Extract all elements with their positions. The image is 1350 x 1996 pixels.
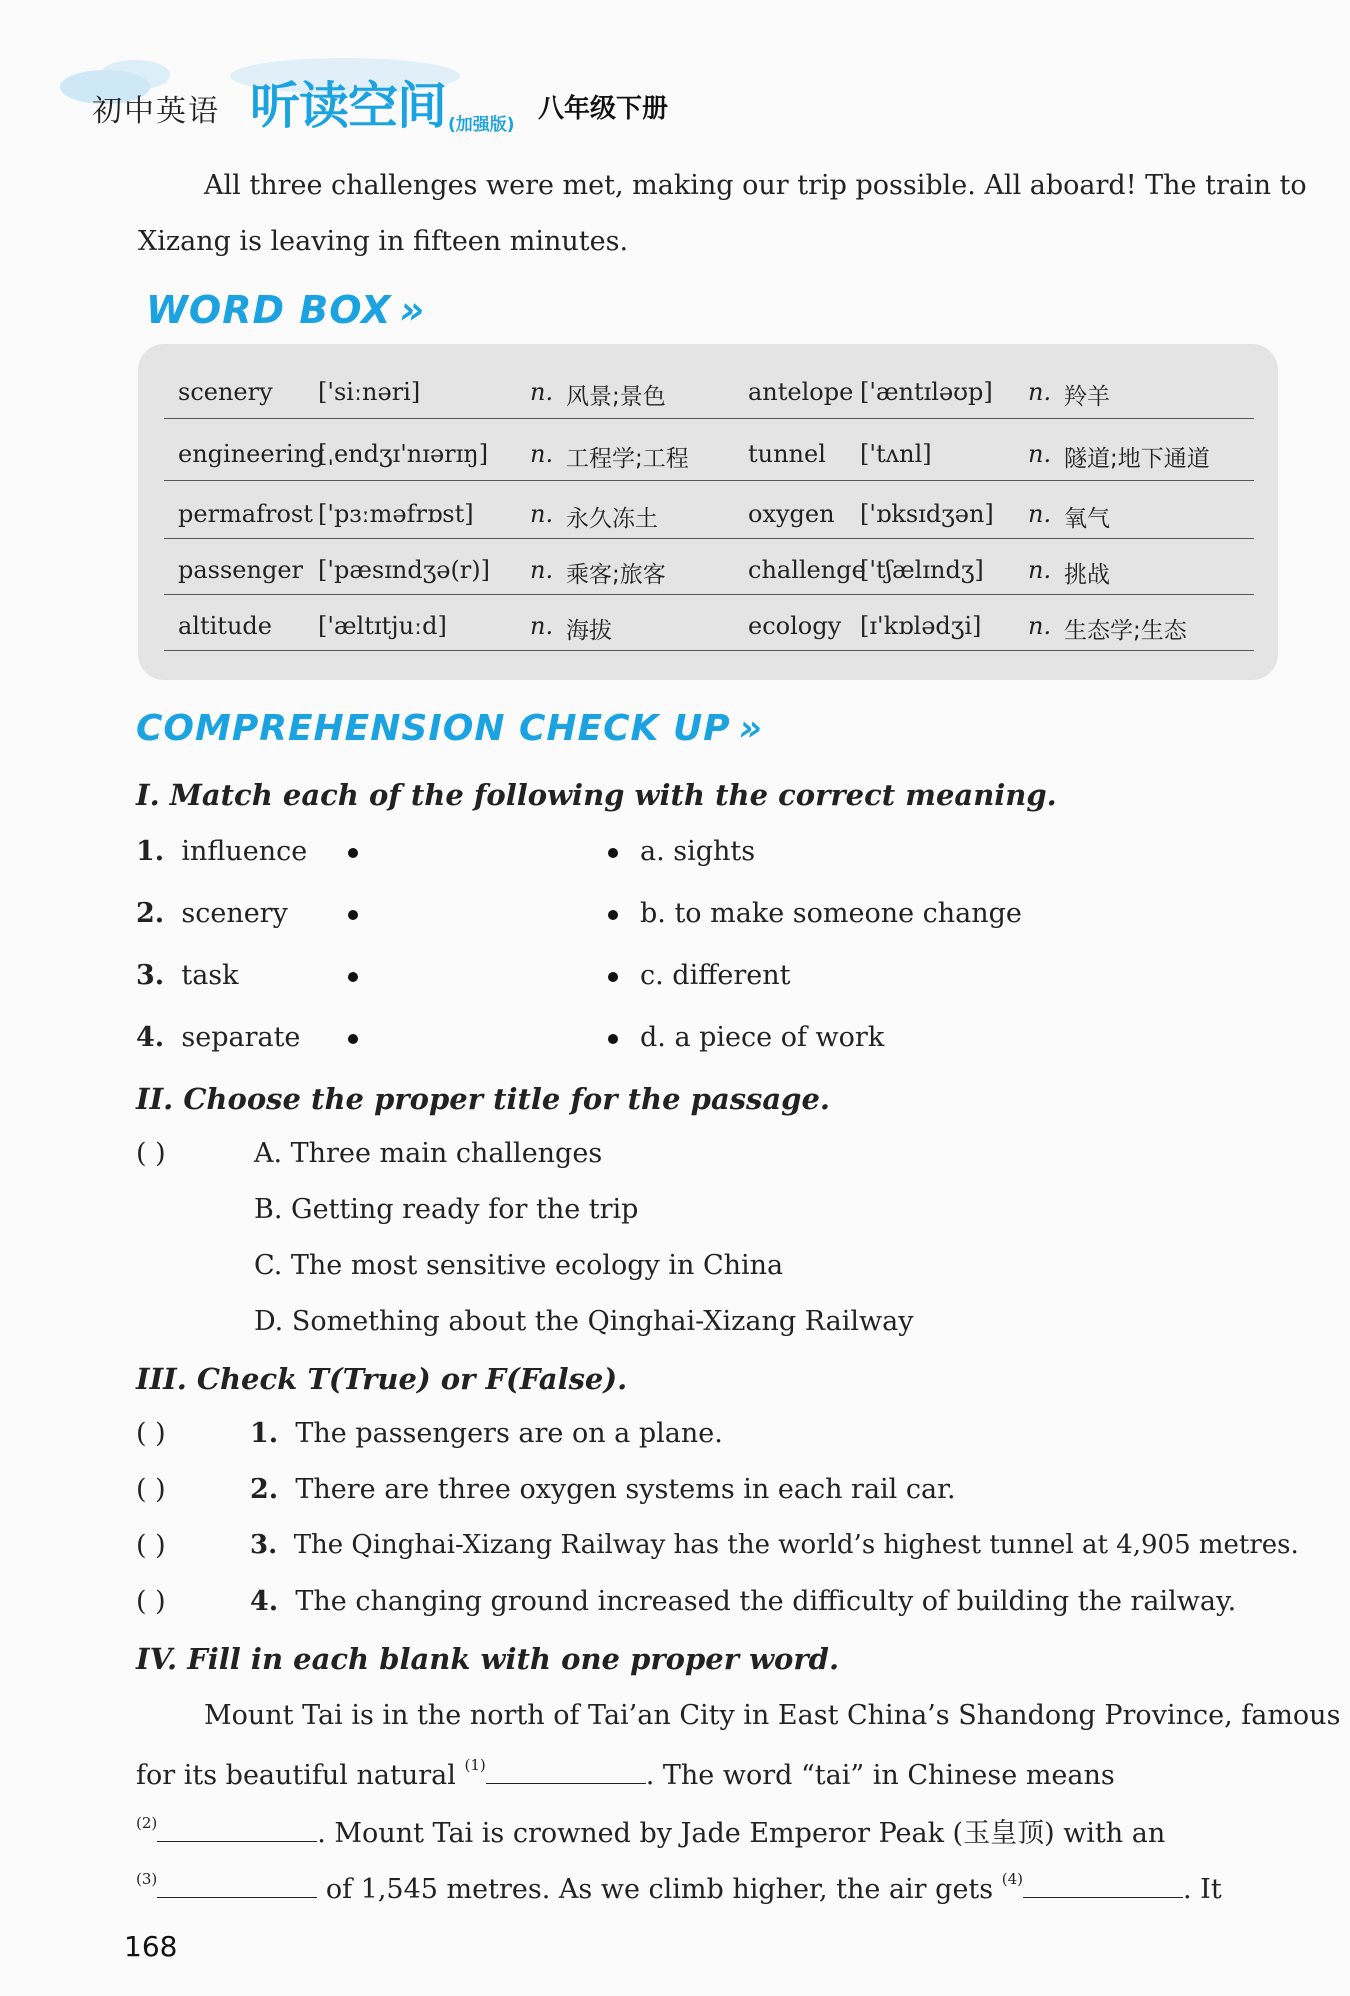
phonetic: ['ɒksɪdʒən] bbox=[860, 500, 994, 528]
passage-line-1: Mount Tai is in the north of Tai’an City in East China’s Shandong Province, famous bbox=[204, 1700, 1341, 1731]
meaning: 氧气 bbox=[1064, 506, 1110, 532]
word: ecology bbox=[748, 612, 842, 640]
match-dot[interactable] bbox=[608, 1034, 618, 1044]
page-number: 168 bbox=[124, 1930, 178, 1963]
item-number: 2. bbox=[136, 898, 165, 929]
item-number: 4. bbox=[250, 1586, 279, 1617]
passage-text: for its beautiful natural bbox=[136, 1760, 456, 1791]
word-row bbox=[138, 360, 1278, 416]
phonetic: [ɪ'kɒlədʒi] bbox=[860, 612, 982, 640]
edition-label: (加强版) bbox=[448, 115, 515, 135]
word: antelope bbox=[748, 378, 854, 406]
passage-line-2 bbox=[136, 1758, 1115, 1789]
comprehension-title-text: COMPREHENSION CHECK UP bbox=[136, 708, 731, 749]
answer-paren[interactable]: ( ) bbox=[136, 1586, 166, 1617]
meaning: 风景;景色 bbox=[566, 384, 666, 410]
word: challenge bbox=[748, 556, 866, 584]
item-text: The Qinghai-Xizang Railway has the world’s highest tunnel at 4,905 metres. bbox=[293, 1530, 1299, 1560]
word: altitude bbox=[178, 612, 272, 640]
item-text: task bbox=[181, 960, 239, 991]
match-dot[interactable] bbox=[608, 848, 618, 858]
tf-item bbox=[250, 1532, 1299, 1558]
match-item-left bbox=[136, 962, 239, 989]
answer-paren[interactable]: ( ) bbox=[136, 1530, 166, 1561]
match-item-right: c. different bbox=[640, 960, 791, 991]
word-row bbox=[138, 594, 1278, 650]
part-4-heading: IV. Fill in each blank with one proper word. bbox=[136, 1642, 840, 1676]
phonetic: ['siːnəri] bbox=[318, 378, 421, 406]
row-divider bbox=[164, 418, 1254, 419]
passage-line-4 bbox=[136, 1872, 1222, 1903]
phonetic: ['tʌnl] bbox=[860, 440, 932, 468]
meaning: 乘客;旅客 bbox=[566, 562, 666, 588]
word-row bbox=[138, 538, 1278, 594]
part-3-heading: III. Check T(True) or F(False). bbox=[136, 1362, 628, 1396]
meaning: 生态学;生态 bbox=[1064, 618, 1187, 644]
part-2-heading: II. Choose the proper title for the passage. bbox=[136, 1082, 831, 1116]
option-d: D. Something about the Qinghai-Xizang Railway bbox=[254, 1306, 914, 1337]
part-of-speech: n. bbox=[1028, 612, 1052, 640]
intro-line-1: All three challenges were met, making our trip possible. All aboard! The train to bbox=[204, 170, 1307, 201]
answer-paren[interactable]: ( ) bbox=[136, 1474, 166, 1505]
meaning: 羚羊 bbox=[1064, 384, 1110, 410]
tf-item bbox=[250, 1420, 723, 1447]
page-header bbox=[60, 52, 860, 142]
blank-2[interactable] bbox=[157, 1817, 317, 1842]
grade-label: 八年级下册 bbox=[538, 94, 669, 124]
item-text: separate bbox=[181, 1022, 301, 1053]
match-item-right: a. sights bbox=[640, 836, 756, 867]
passage-text: . Mount Tai is crowned by Jade Emperor Peak (玉皇顶) with an bbox=[317, 1818, 1166, 1849]
brand-logo: 听读空间 bbox=[250, 77, 446, 135]
item-number: 4. bbox=[136, 1022, 165, 1053]
match-dot[interactable] bbox=[348, 910, 358, 920]
meaning: 永久冻土 bbox=[566, 506, 658, 532]
phonetic: ['pɜːməfrɒst] bbox=[318, 500, 474, 528]
blank-4[interactable] bbox=[1023, 1873, 1183, 1898]
match-dot[interactable] bbox=[348, 848, 358, 858]
meaning: 隧道;地下通道 bbox=[1064, 446, 1210, 472]
item-number: 1. bbox=[136, 836, 165, 867]
match-dot[interactable] bbox=[348, 972, 358, 982]
option-a: A. Three main challenges bbox=[254, 1138, 603, 1169]
intro-line-2: Xizang is leaving in fifteen minutes. bbox=[138, 226, 629, 257]
match-item-left bbox=[136, 838, 307, 865]
match-item-left bbox=[136, 1024, 300, 1051]
row-divider bbox=[164, 650, 1254, 651]
double-chevron-icon: » bbox=[738, 708, 763, 749]
word-row bbox=[138, 482, 1278, 538]
part-1-heading: I. Match each of the following with the correct meaning. bbox=[136, 778, 1057, 812]
book-title: 初中英语 bbox=[92, 94, 220, 129]
word-box-title-text: WORD BOX bbox=[146, 288, 392, 332]
part-of-speech: n. bbox=[530, 556, 554, 584]
item-text: influence bbox=[181, 836, 308, 867]
match-dot[interactable] bbox=[608, 910, 618, 920]
phonetic: ['æntɪləʊp] bbox=[860, 378, 993, 406]
part-of-speech: n. bbox=[1028, 440, 1052, 468]
item-text: scenery bbox=[181, 898, 288, 929]
item-number: 3. bbox=[250, 1530, 278, 1560]
phonetic: [ˌendʒɪ'nɪərɪŋ] bbox=[318, 440, 489, 468]
blank-number: (1) bbox=[464, 1756, 486, 1774]
item-text: There are three oxygen systems in each rail car. bbox=[295, 1474, 956, 1505]
match-dot[interactable] bbox=[348, 1034, 358, 1044]
match-item-right: b. to make someone change bbox=[640, 898, 1022, 929]
phonetic: ['pæsɪndʒə(r)] bbox=[318, 556, 491, 584]
passage-text: of 1,545 metres. As we climb higher, the air gets bbox=[325, 1874, 994, 1905]
passage-line-3 bbox=[136, 1816, 1165, 1847]
item-number: 2. bbox=[250, 1474, 279, 1505]
phonetic: ['tʃælɪndʒ] bbox=[860, 556, 984, 584]
answer-paren[interactable]: ( ) bbox=[136, 1418, 166, 1449]
part-of-speech: n. bbox=[530, 378, 554, 406]
match-dot[interactable] bbox=[608, 972, 618, 982]
word: engineering bbox=[178, 440, 325, 468]
meaning: 工程学;工程 bbox=[566, 446, 689, 472]
tf-item bbox=[250, 1476, 956, 1503]
tf-item bbox=[250, 1588, 1236, 1615]
meaning: 挑战 bbox=[1064, 562, 1110, 588]
match-item-right: d. a piece of work bbox=[640, 1022, 885, 1053]
double-chevron-icon: » bbox=[399, 288, 426, 332]
part-of-speech: n. bbox=[1028, 378, 1052, 406]
word: scenery bbox=[178, 378, 273, 406]
comprehension-title bbox=[136, 708, 763, 749]
word-box-title bbox=[146, 288, 425, 332]
item-number: 3. bbox=[136, 960, 165, 991]
part-of-speech: n. bbox=[530, 440, 554, 468]
part-of-speech: n. bbox=[1028, 500, 1052, 528]
item-text: The changing ground increased the difficulty of building the railway. bbox=[295, 1586, 1237, 1617]
blank-number: (3) bbox=[136, 1870, 158, 1888]
match-item-left bbox=[136, 900, 288, 927]
row-divider bbox=[164, 480, 1254, 481]
item-text: The passengers are on a plane. bbox=[295, 1418, 723, 1449]
word: passenger bbox=[178, 556, 304, 584]
answer-paren[interactable]: ( ) bbox=[136, 1138, 166, 1169]
option-c: C. The most sensitive ecology in China bbox=[254, 1250, 784, 1281]
passage-text: . The word “tai” in Chinese means bbox=[645, 1760, 1115, 1791]
blank-3[interactable] bbox=[157, 1873, 317, 1898]
phonetic: ['æltɪtjuːd] bbox=[318, 612, 447, 640]
part-of-speech: n. bbox=[530, 500, 554, 528]
blank-1[interactable] bbox=[486, 1759, 646, 1784]
part-of-speech: n. bbox=[1028, 556, 1052, 584]
passage-text: . It bbox=[1182, 1874, 1222, 1905]
blank-number: (4) bbox=[1001, 1870, 1023, 1888]
word: permafrost bbox=[178, 500, 313, 528]
word: tunnel bbox=[748, 440, 826, 468]
word: oxygen bbox=[748, 500, 835, 528]
word-row bbox=[138, 422, 1278, 478]
option-b: B. Getting ready for the trip bbox=[254, 1194, 639, 1225]
word-box bbox=[138, 344, 1278, 680]
blank-number: (2) bbox=[136, 1814, 158, 1832]
item-number: 1. bbox=[250, 1418, 279, 1449]
part-of-speech: n. bbox=[530, 612, 554, 640]
meaning: 海拔 bbox=[566, 618, 612, 644]
